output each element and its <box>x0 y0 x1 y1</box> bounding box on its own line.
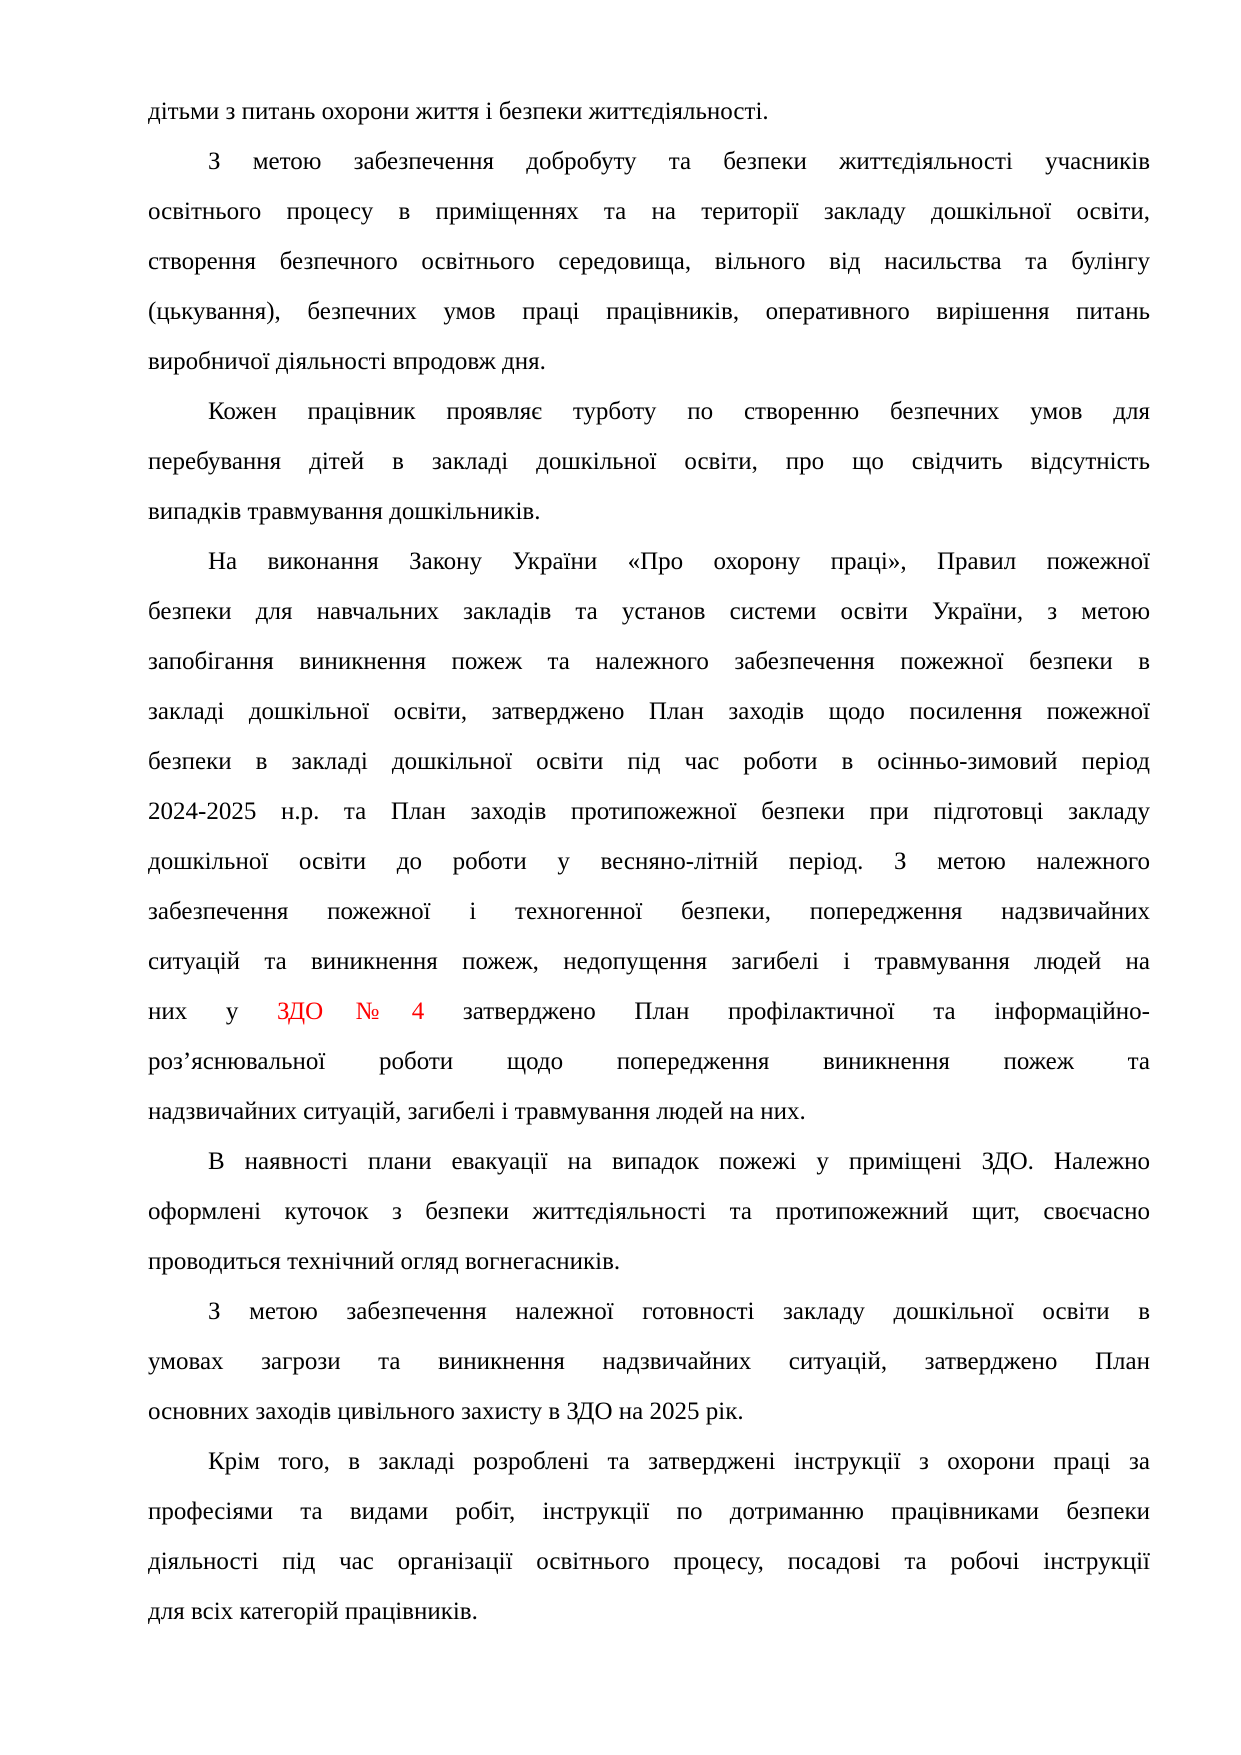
text-line <box>148 337 1150 387</box>
text-line <box>148 1337 1150 1387</box>
text-line <box>148 187 1150 237</box>
text-run: виробничої діяльності впродовж дня. <box>148 348 546 375</box>
text-line <box>148 787 1150 837</box>
text-line <box>148 1287 1150 1337</box>
text-line <box>148 1237 1150 1287</box>
paragraph <box>148 1437 1150 1637</box>
text-line <box>148 1487 1150 1537</box>
text-run: умовах загрози та виникнення надзвичайних ситуацій, затверджено План <box>148 1348 1150 1375</box>
text-run: На виконання Закону України «Про охорону праці», Правил пожежної <box>208 548 1150 575</box>
text-run: дітьми з питань охорони життя і безпеки життєдіяльності. <box>148 98 769 125</box>
text-line <box>148 1187 1150 1237</box>
text-run: забезпечення пожежної і техногенної безпеки, попередження надзвичайних <box>148 898 1150 925</box>
text-line <box>148 437 1150 487</box>
text-line <box>148 887 1150 937</box>
text-line <box>148 237 1150 287</box>
paragraph <box>148 1287 1150 1437</box>
text-run: перебування дітей в закладі дошкільної освіти, про що свідчить відсутність <box>148 448 1150 475</box>
text-line <box>148 137 1150 187</box>
text-run: основних заходів цивільного захисту в ЗДО на 2025 рік. <box>148 1398 744 1425</box>
text-line <box>148 537 1150 587</box>
paragraph <box>148 387 1150 537</box>
text-line <box>148 1037 1150 1087</box>
text-line <box>148 937 1150 987</box>
paragraph <box>148 87 1150 137</box>
text-line <box>148 1087 1150 1137</box>
text-run: для всіх категорій працівників. <box>148 1598 478 1625</box>
text-line <box>148 1437 1150 1487</box>
text-line <box>148 737 1150 787</box>
document-body <box>148 87 1150 1637</box>
text-line <box>148 587 1150 637</box>
text-run: закладі дошкільної освіти, затверджено План заходів щодо посилення пожежної <box>148 698 1150 725</box>
text-line <box>148 1137 1150 1187</box>
text-run: професіями та видами робіт, інструкції по дотриманню працівниками безпеки <box>148 1498 1150 1525</box>
text-line <box>148 287 1150 337</box>
text-line <box>148 987 1150 1037</box>
text-line <box>148 1587 1150 1637</box>
text-run: випадків травмування дошкільників. <box>148 498 541 525</box>
text-run: 2024-2025 н.р. та План заходів протипожежної безпеки при підготовці закладу <box>148 798 1150 825</box>
zdo-number-red-text: ЗДО№4 <box>277 998 425 1025</box>
paragraph <box>148 137 1150 387</box>
text-run: оформлені куточок з безпеки життєдіяльності та протипожежний щит, своєчасно <box>148 1198 1150 1225</box>
text-line <box>148 1537 1150 1587</box>
text-run: діяльності під час організації освітнього процесу, посадові та робочі інструкції <box>148 1548 1150 1575</box>
text-run: (цькування), безпечних умов праці працівників, оперативного вирішення питань <box>148 298 1150 325</box>
text-line <box>148 387 1150 437</box>
text-run: запобігання виникнення пожеж та належного забезпечення пожежної безпеки в <box>148 648 1150 675</box>
text-line <box>148 687 1150 737</box>
text-run: освітнього процесу в приміщеннях та на території закладу дошкільної освіти, <box>148 198 1150 225</box>
text-run: ситуацій та виникнення пожеж, недопущення загибелі і травмування людей на <box>148 948 1150 975</box>
text-run: Кожен працівник проявляє турботу по створенню безпечних умов для <box>208 398 1150 425</box>
text-line <box>148 487 1150 537</box>
text-run: затверджено План профілактичної та інформаційно- <box>424 998 1150 1025</box>
paragraph <box>148 1137 1150 1287</box>
text-run: безпеки в закладі дошкільної освіти під час роботи в осінньо-зимовий період <box>148 748 1150 775</box>
text-run: Крім того, в закладі розроблені та затверджені інструкції з охорони праці за <box>208 1448 1150 1475</box>
paragraph <box>148 537 1150 1137</box>
text-line <box>148 87 1150 137</box>
text-run: З метою забезпечення добробуту та безпеки життєдіяльності учасників <box>208 148 1150 175</box>
text-line <box>148 1387 1150 1437</box>
text-run: роз’яснювальної роботи щодо попередження виникнення пожеж та <box>148 1048 1150 1075</box>
text-run: створення безпечного освітнього середовища, вільного від насильства та булінгу <box>148 248 1150 275</box>
text-line <box>148 637 1150 687</box>
text-run: них у <box>148 998 278 1025</box>
text-run: надзвичайних ситуацій, загибелі і травмування людей на них. <box>148 1098 806 1125</box>
text-run: дошкільної освіти до роботи у весняно-літній період. З метою належного <box>148 848 1150 875</box>
text-run: В наявності плани евакуації на випадок пожежі у приміщені ЗДО. Належно <box>208 1148 1150 1175</box>
text-run: З метою забезпечення належної готовності закладу дошкільної освіти в <box>208 1298 1150 1325</box>
text-run: проводиться технічний огляд вогнегасників. <box>148 1248 621 1275</box>
text-line <box>148 837 1150 887</box>
text-run: безпеки для навчальних закладів та установ системи освіти України, з метою <box>148 598 1150 625</box>
